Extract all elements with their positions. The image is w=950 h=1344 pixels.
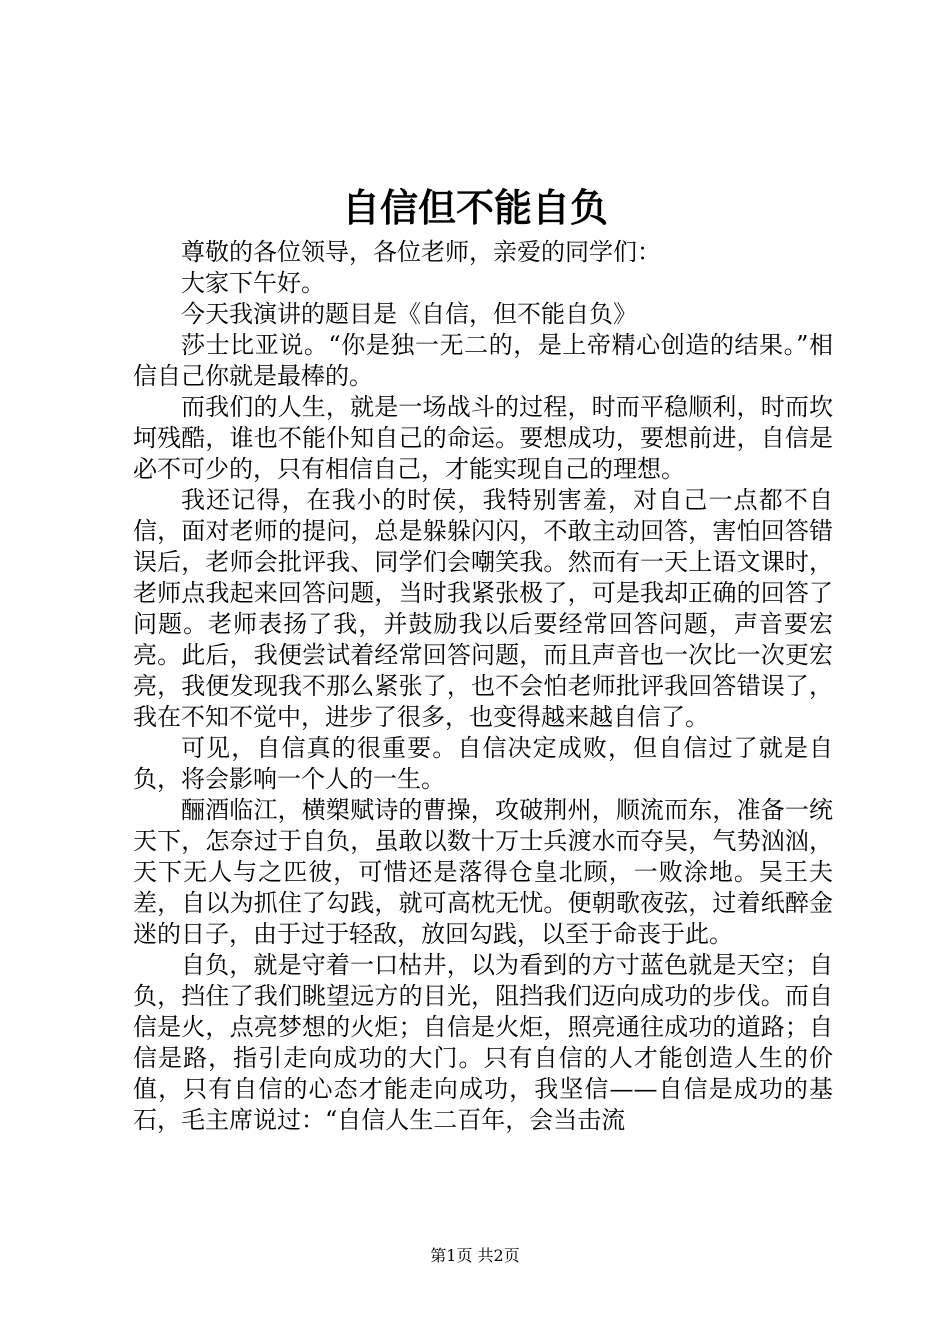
paragraph-childhood: 我还记得，在我小的时侯，我特别害羞，对自己一点都不自信，面对老师的提问，总是躲躲闪闪，不敢主动回答，害怕回答错误后，老师会批评我、同学们会嘲笑我。然而有一天上语文课时，老师点我起来回答问题，当时我紧张极了，可是我却正确的回答了问题。老师表扬了我，并鼓励我以后要经常回答问题，声音要宏亮。此后，我便尝试着经常回答问题，而且声音也一次比一次更宏亮，我便发现我不那么紧张了，也不会怕老师批评我回答错误了，我在不知不觉中，进步了很多，也变得越来越自信了。	[133, 486, 833, 731]
paragraph-conclusion: 自负，就是守着一口枯井，以为看到的方寸蓝色就是天空；自负，挡住了我们眺望远方的目光，阻挡我们迈向成功的步伐。而自信是火，点亮梦想的火炬；自信是火炬，照亮通往成功的道路；自信是路，指引走向成功的大门。只有自信的人才能创造人生的价值，只有自信的心态才能走向成功，我坚信——自信是成功的基石，毛主席说过：“自信人生二百年，会当击流	[133, 951, 833, 1134]
document-body	[133, 237, 833, 1136]
paragraph-life: 而我们的人生，就是一场战斗的过程，时而平稳顺利，时而坎坷残酷，谁也不能仆知自己的命运。要想成功，要想前进，自信是必不可少的，只有相信自己，才能实现自己的理想。	[133, 393, 833, 483]
paragraph-salutation: 尊敬的各位领导，各位老师，亲爱的同学们：	[181, 238, 661, 266]
paragraph-shakespeare: 莎士比亚说。“你是独一无二的，是上帝精心创造的结果。”相信自己你就是最棒的。	[133, 331, 833, 390]
paragraph-importance: 可见，自信真的很重要。自信决定成败，但自信过了就是自负，将会影响一个人的一生。	[133, 734, 833, 793]
page-footer: 第1页 共2页	[430, 1246, 520, 1265]
paragraph-topic: 今天我演讲的题目是《自信，但不能自负》	[181, 300, 637, 328]
paragraph-greeting: 大家下午好。	[181, 269, 325, 297]
paragraph-history: 酾酒临江，横槊赋诗的曹操，攻破荆州，顺流而东，准备一统天下，怎奈过于自负，虽敢以数十万士兵渡水而夺吴，气势汹汹，天下无人与之匹彼，可惜还是落得仓皇北顾，一败涂地。吴王夫差，自以为抓住了勾践，就可高枕无忧。便朝歌夜弦，过着纸醉金迷的日子，由于过于轻敌，放回勾践，以至于命丧于此。	[133, 796, 833, 948]
document-title: 自信但不能自负	[341, 185, 608, 230]
